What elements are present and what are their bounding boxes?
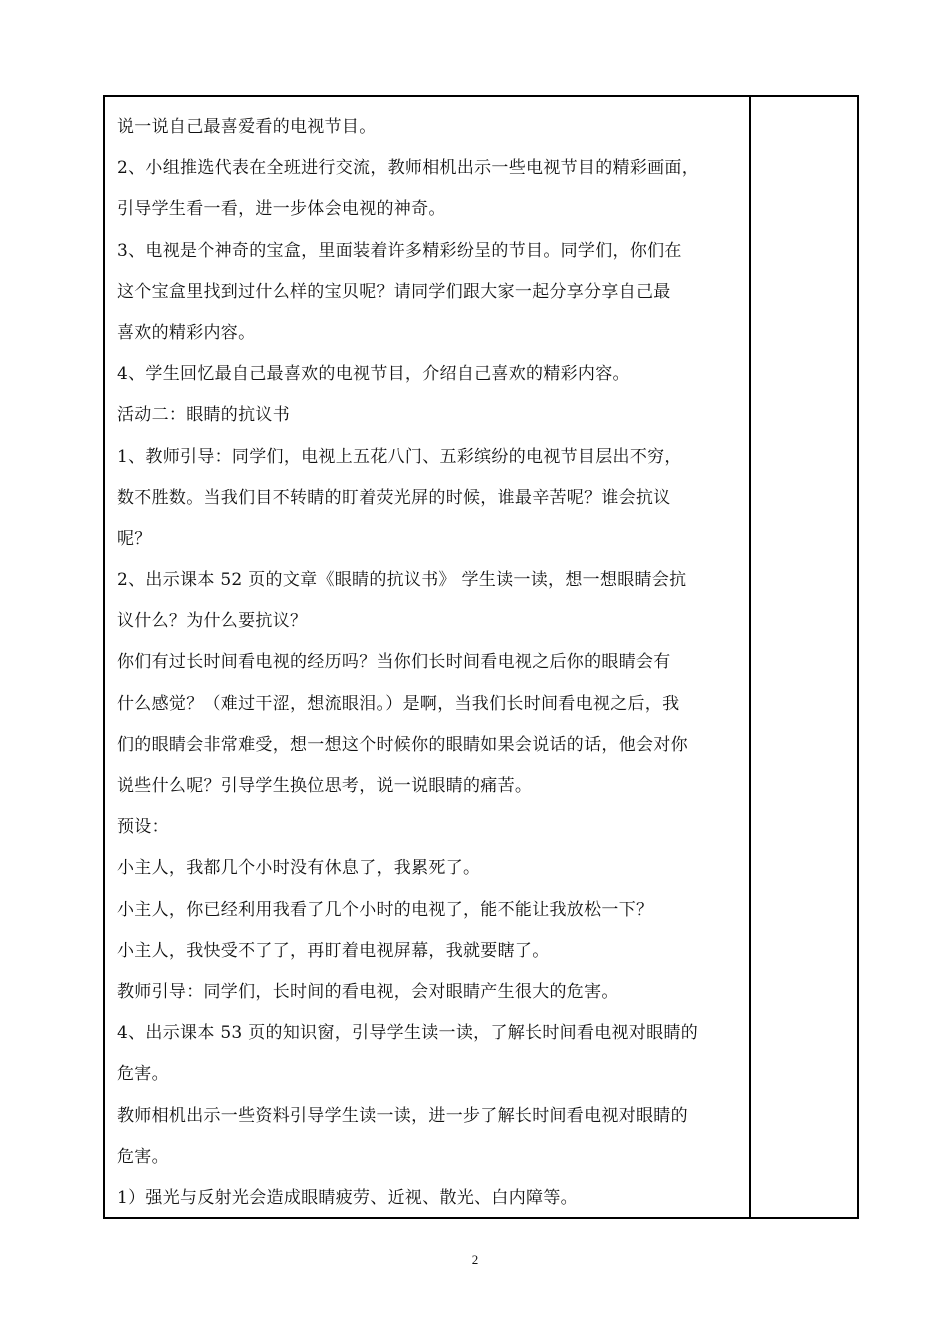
text-line: 小主人，你已经利用我看了几个小时的电视了，能不能让我放松一下？ [117,899,654,920]
text-line: 危害。 [117,1064,169,1085]
text-line: 4、学生回忆最自己最喜欢的电视节目，介绍自己喜欢的精彩内容。 [117,364,630,385]
text-line: 危害。 [117,1146,169,1167]
text-line: 4、出示课本 53 页的知识窗，引导学生读一读，了解长时间看电视对眼睛的 [117,1023,699,1044]
text-line: 呢？ [117,528,152,549]
text-line: 小主人，我快受不了了，再盯着电视屏幕，我就要瞎了。 [117,940,550,961]
text-line: 议什么？为什么要抗议？ [117,611,308,632]
text-line: 教师引导：同学们，长时间的看电视，会对眼睛产生很大的危害。 [117,981,619,1002]
text-line: 预设： [117,817,169,838]
text-line: 2、出示课本 52 页的文章《眼睛的抗议书》 学生读一读，想一想眼睛会抗 [117,570,687,591]
lesson-content-cell [117,107,743,1219]
lesson-table [103,95,859,1219]
text-line: 你们有过长时间看电视的经历吗？当你们长时间看电视之后你的眼睛会有 [117,652,671,673]
text-line: 说一说自己最喜爱看的电视节目。 [117,117,377,137]
text-line: 活动二：眼睛的抗议书 [117,405,290,426]
text-line: 2、小组推选代表在全班进行交流，教师相机出示一些电视节目的精彩画面， [117,158,700,179]
text-line: 1）强光与反射光会造成眼睛疲劳、近视、散光、白内障等。 [117,1187,578,1208]
page-number: 2 [471,1252,479,1267]
text-line: 什么感觉？（难过干涩，想流眼泪。）是啊，当我们长时间看电视之后，我 [117,693,680,714]
text-line: 1、教师引导：同学们，电视上五花八门、五彩缤纷的电视节目层出不穷， [117,446,682,467]
text-line: 喜欢的精彩内容。 [117,322,256,343]
text-line: 教师相机出示一些资料引导学生读一读，进一步了解长时间看电视对眼睛的 [117,1105,688,1126]
column-divider [749,97,751,1217]
text-line: 3、电视是个神奇的宝盒，里面装着许多精彩纷呈的节目。同学们，你们在 [117,240,682,261]
text-line: 们的眼睛会非常难受，想一想这个时候你的眼睛如果会说话的话，他会对你 [117,734,688,755]
text-line: 小主人，我都几个小时没有休息了，我累死了。 [117,858,481,879]
text-line: 说些什么呢？引导学生换位思考，说一说眼睛的痛苦。 [117,776,533,796]
text-line: 引导学生看一看，进一步体会电视的神奇。 [117,199,446,220]
text-line: 这个宝盒里找到过什么样的宝贝呢？请同学们跟大家一起分享分享自己最 [117,281,671,302]
text-line: 数不胜数。当我们目不转睛的盯着荧光屏的时候，谁最辛苦呢？谁会抗议 [117,487,671,508]
